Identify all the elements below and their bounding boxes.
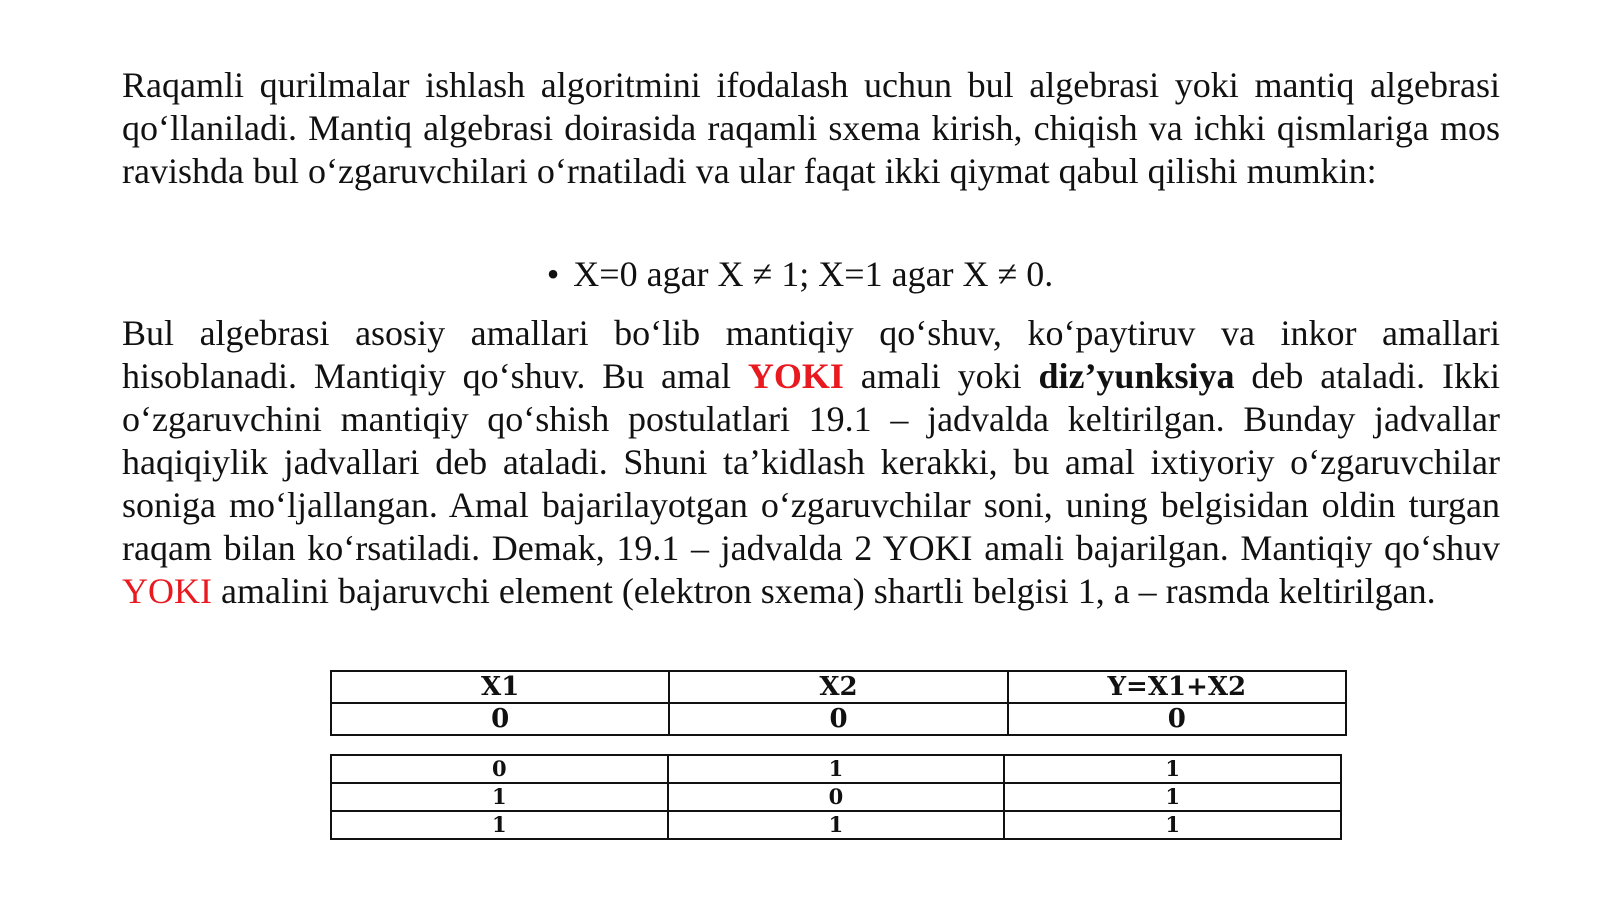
yoki-highlight-bold: YOKI [747,356,844,396]
disjunction-term: diz’yunksiya [1038,356,1235,396]
table-cell: 0 [1008,703,1346,735]
table-row [331,811,1341,839]
yoki-highlight: YOKI [122,571,212,611]
header-cell-x1: X1 [331,671,669,703]
paragraph-text-2: amali yoki [843,356,1039,396]
paragraph-text-3: deb ataladi. Ikki o‘zgaruvchini mantiqiy qo‘shish postulatlari 19.1 – jadvalda keltirilgan. Bunday jadvallar haqiqiylik jadvallari deb ataladi. Shuni ta’kidlash kerakki, bu amal ixtiyoriy o‘zgaruvchilar soniga mo‘ljallangan. Amal bajarilayotgan o‘zgaruvchilar soni, uning belgisidan oldin turgan raqam bilan ko‘rsatiladi. Demak, 19.1 – jadvalda 2 YOKI amali bajarilgan. Mantiqiy qo‘shuv [122,356,1500,568]
table-row [331,755,1341,783]
table-cell: 0 [331,703,669,735]
truth-table-header [330,670,1347,736]
table-cell: 1 [1004,783,1341,811]
header-cell-y: Y=X1+X2 [1008,671,1346,703]
body-paragraph [122,312,1500,613]
header-cell-x2: X2 [669,671,1007,703]
table-cell: 0 [668,783,1005,811]
table-header-row [331,671,1346,703]
table-row [331,783,1341,811]
paragraph-text-4: amalini bajaruvchi element (elektron sxema) shartli belgisi 1, a – rasmda keltirilgan. [211,571,1436,611]
table-row [331,703,1346,735]
table-cell: 1 [331,811,668,839]
table-cell: 1 [1004,811,1341,839]
table-cell: 1 [331,783,668,811]
truth-table-body [330,754,1342,840]
table-cell: 0 [331,755,668,783]
paragraph-text-1: Bul algebrasi asosiy amallari bo‘lib mantiqiy qo‘shuv, ko‘paytiruv va inkor amallari hisoblanadi. Mantiqiy qo‘shuv. Bu amal [122,313,1500,396]
table-cell: 1 [668,755,1005,783]
table-cell: 0 [669,703,1007,735]
bullet-item [0,253,1600,296]
table-cell: 1 [1004,755,1341,783]
table-cell: 1 [668,811,1005,839]
bullet-text: X=0 agar X ≠ 1; X=1 agar X ≠ 0. [573,254,1054,294]
bullet-marker: • [546,254,560,294]
intro-paragraph: Raqamli qurilmalar ishlash algoritmini ifodalash uchun bul algebrasi yoki mantiq algebrasi qo‘llaniladi. Mantiq algebrasi doirasida raqamli sxema kirish, chiqish va ichki qismlariga mos ravishda bul o‘zgaruvchilari o‘rnatiladi va ular faqat ikki qiymat qabul qilishi mumkin: [122,65,1500,191]
